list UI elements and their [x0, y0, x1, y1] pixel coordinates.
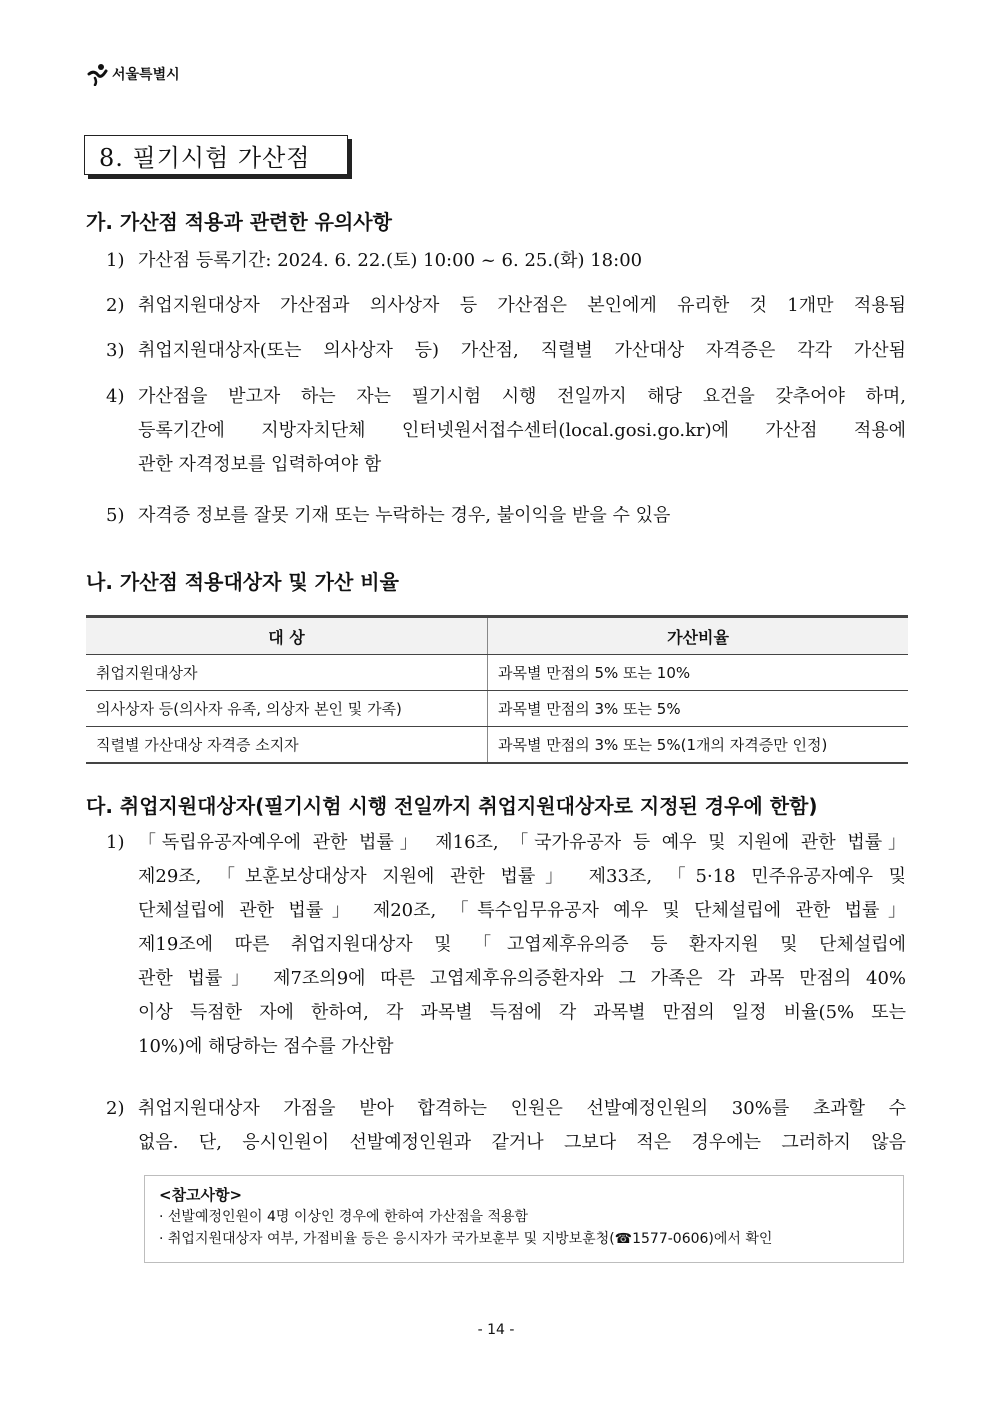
- item-number: 3): [106, 340, 125, 361]
- item-line: 가산점을 받고자 하는 자는 필기시험 시행 전일까지 해당 요건을 갖추어야 하며,: [138, 386, 906, 407]
- item-number: 2): [106, 1098, 125, 1119]
- item-line: 취업지원대상자 가산점과 의사상자 등 가산점은 본인에게 유리한 것 1개만 적용됨: [138, 295, 906, 316]
- seoul-logo-icon: [86, 62, 110, 86]
- item-line: 단체설립에 관한 법률」 제20조, 「특수임무유공자 예우 및 단체설립에 관한 법률」: [138, 900, 906, 921]
- table-row: [86, 727, 908, 764]
- section-a-item-5: [106, 499, 906, 533]
- col-header-rate: 가산비율: [488, 617, 909, 655]
- item-line: 자격증 정보를 잘못 기재 또는 누락하는 경우, 불이익을 받을 수 있음: [138, 505, 671, 526]
- table-cell: 과목별 만점의 3% 또는 5%: [488, 691, 909, 727]
- item-line: 10%)에 해당하는 점수를 가산함: [138, 1036, 394, 1057]
- chapter-title: 8. 필기시험 가산점: [84, 135, 348, 175]
- note-line: · 선발예정인원이 4명 이상인 경우에 한하여 가산점을 적용함: [159, 1209, 529, 1225]
- table-cell: 직렬별 가산대상 자격증 소지자: [86, 727, 488, 764]
- org-name: 서울특별시: [112, 67, 180, 83]
- reference-note-box: [144, 1175, 904, 1263]
- section-a-item-2: [106, 289, 906, 323]
- item-number: 5): [106, 505, 125, 526]
- section-b-title: 나. 가산점 적용대상자 및 가산 비율: [86, 570, 399, 594]
- page-number: - 14 -: [477, 1322, 515, 1338]
- item-number: 4): [106, 386, 125, 407]
- note-title: <참고사항>: [159, 1186, 243, 1204]
- col-header-target: 대 상: [86, 617, 488, 655]
- section-a-item-4: [106, 380, 906, 482]
- seoul-logo: [86, 62, 180, 86]
- item-line: 관한 법률」 제7조의9에 따른 고엽제후유의증환자와 그 가족은 각 과목 만점의 40%: [138, 968, 906, 989]
- table-row: [86, 655, 908, 691]
- section-c-title: 다. 취업지원대상자(필기시험 시행 전일까지 취업지원대상자로 지정된 경우에 한함): [86, 794, 818, 818]
- item-line: 제29조, 「보훈보상대상자 지원에 관한 법률」 제33조, 「5·18 민주유공자예우 및: [138, 866, 906, 887]
- item-line: 가산점 등록기간: 2024. 6. 22.(토) 10:00 ~ 6. 25.(화) 18:00: [138, 250, 643, 271]
- item-number: 1): [106, 250, 125, 271]
- table-cell: 의사상자 등(의사자 유족, 의상자 본인 및 가족): [86, 691, 488, 727]
- bonus-rate-table: [86, 615, 908, 764]
- section-c-item-2: [106, 1092, 906, 1160]
- table-row: [86, 691, 908, 727]
- note-line: · 취업지원대상자 여부, 가점비율 등은 응시자가 국가보훈부 및 지방보훈청(☎1577-0606)에서 확인: [159, 1231, 773, 1247]
- item-line: 이상 득점한 자에 한하여, 각 과목별 득점에 각 과목별 만점의 일정 비율(5% 또는: [138, 1002, 906, 1023]
- section-c-item-1: [106, 826, 906, 1064]
- item-number: 1): [106, 832, 125, 853]
- section-a-item-3: [106, 334, 906, 368]
- item-line: 취업지원대상자(또는 의사상자 등) 가산점, 직렬별 가산대상 자격증은 각각 가산됨: [138, 340, 906, 361]
- table-cell: 과목별 만점의 5% 또는 10%: [488, 655, 909, 691]
- item-number: 2): [106, 295, 125, 316]
- table-header-row: [86, 617, 908, 655]
- item-line: 「독립유공자예우에 관한 법률」 제16조, 「국가유공자 등 예우 및 지원에 관한 법률」: [138, 832, 906, 853]
- item-line: 관한 자격정보를 입력하여야 함: [138, 454, 382, 475]
- section-a-title: 가. 가산점 적용과 관련한 유의사항: [86, 210, 392, 234]
- item-line: 등록기간에 지방자치단체 인터넷원서접수센터(local.gosi.go.kr)에 가산점 적용에: [138, 420, 906, 441]
- section-a-item-1: [106, 244, 906, 278]
- item-line: 취업지원대상자 가점을 받아 합격하는 인원은 선발예정인원의 30%를 초과할 수: [138, 1098, 906, 1119]
- item-line: 제19조에 따른 취업지원대상자 및 「고엽제후유의증 등 환자지원 및 단체설립에: [138, 934, 906, 955]
- table-cell: 과목별 만점의 3% 또는 5%(1개의 자격증만 인정): [488, 727, 909, 764]
- item-line: 없음. 단, 응시인원이 선발예정인원과 같거나 그보다 적은 경우에는 그러하지 않음: [138, 1132, 906, 1153]
- table-cell: 취업지원대상자: [86, 655, 488, 691]
